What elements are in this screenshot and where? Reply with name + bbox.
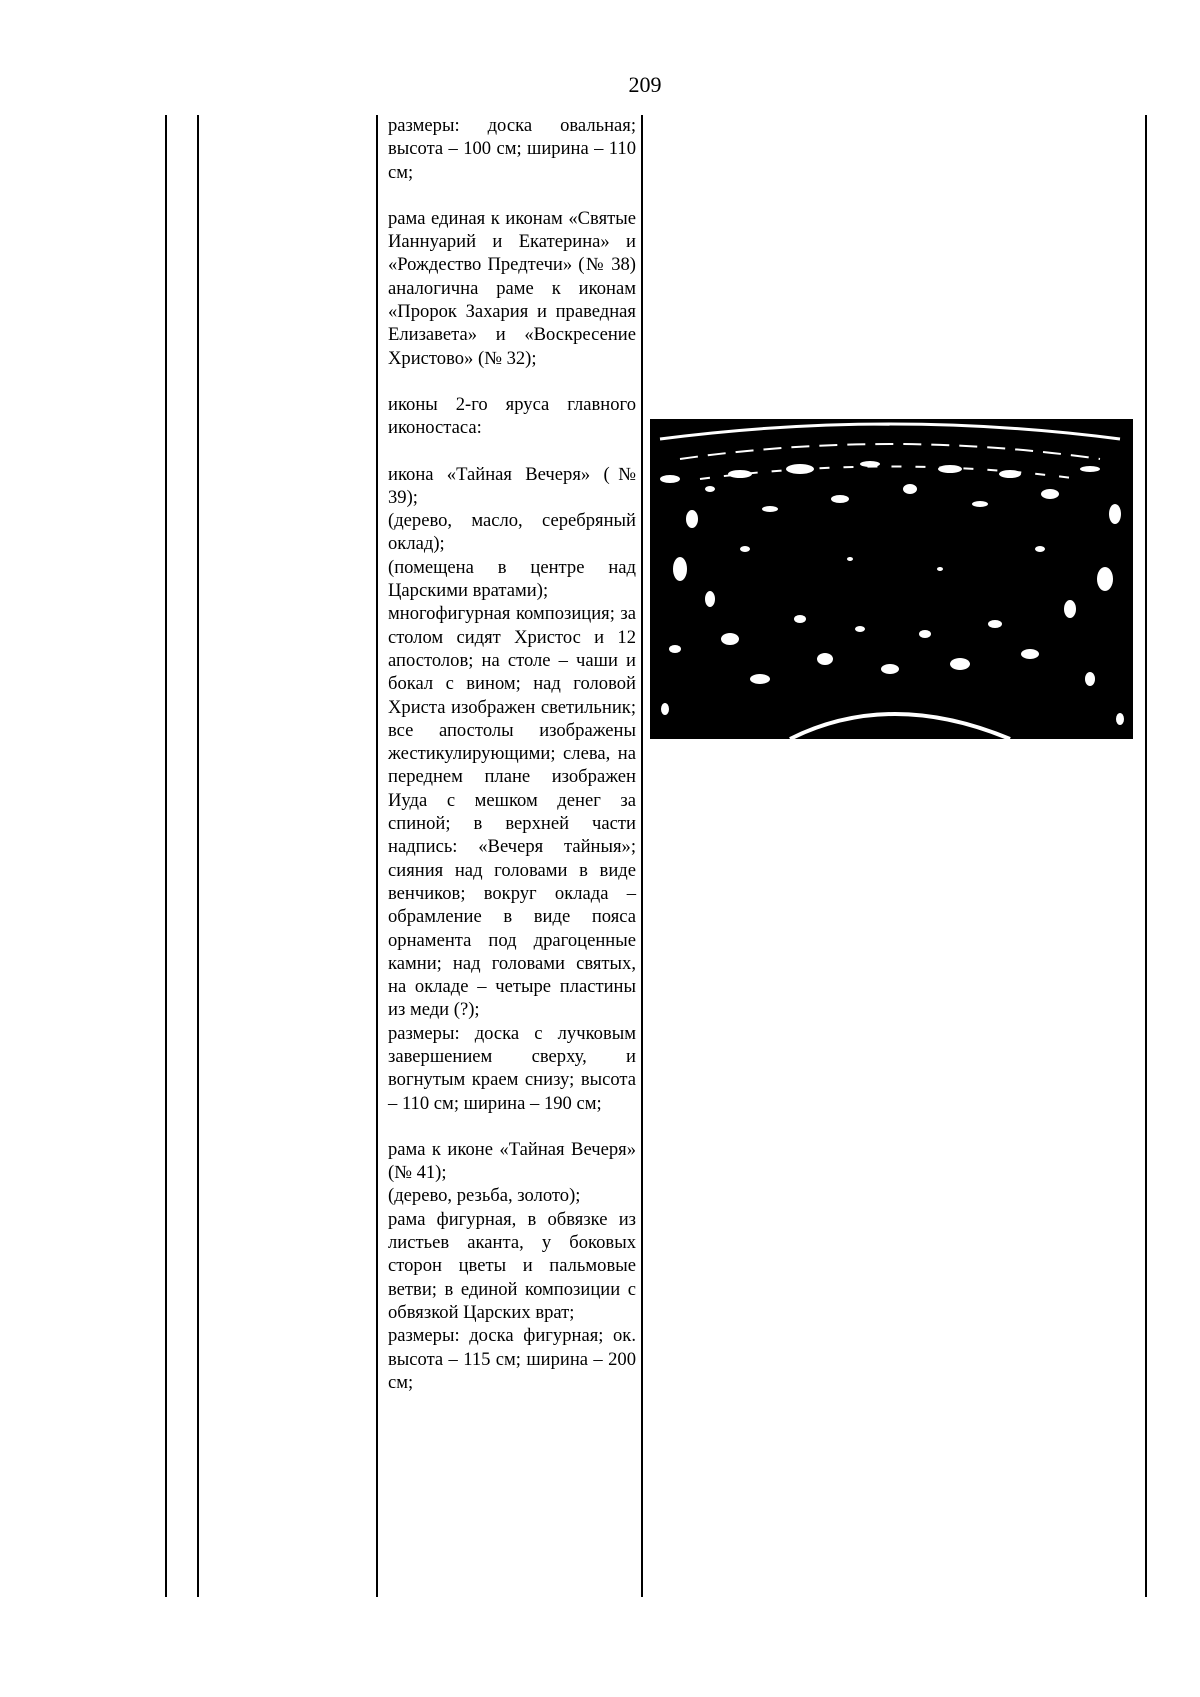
text-block: (дерево, масло, серебряный оклад); xyxy=(388,510,636,555)
text-block: (дерево, резьба, золото); xyxy=(388,1185,581,1207)
paragraph-frame-common xyxy=(388,207,636,370)
page-number: 209 xyxy=(628,72,662,97)
text-block: иконы 2-го яруса главного иконостаса: xyxy=(388,393,636,439)
paragraph-frame-last-supper xyxy=(388,1138,636,1394)
paragraph-size-oval xyxy=(388,114,636,184)
text-block: многофигурная композиция; за столом сидят Христос и 12 апостолов; на столе – чаши и бокал с вином; над головой Христа изображен светильник; все апостолы изображены жестикулирующими; слева, на переднем плане изображен Иуда с мешком денег за спиной; в верхней части надпись: «Вечеря тайныя»; сияния над головами в виде венчиков; вокруг оклада – обрамление в виде пояса орнамента под драгоценные камни; над головами святых, на окладе – четыре пластины из меди (?); xyxy=(388,603,636,1021)
table-border-col2 xyxy=(376,115,378,1597)
text-block: размеры: доска с лучковым завершением сверху, и вогнутым краем снизу; высота – 110 см; ширина – 190 см; xyxy=(388,1022,636,1114)
text-block: размеры: доска овальная; высота – 100 см; ширина – 110 см; xyxy=(388,115,636,183)
text-block: рама к иконе «Тайная Вечеря» (№ 41); xyxy=(388,1138,636,1184)
description-column xyxy=(388,114,636,1417)
text-block: рама единая к иконам «Святые Ианнуарий и Екатерина» и «Рождество Предтечи» (№ 38) аналогична раме к иконам «Пророк Захария и праведная Елизавета» и «Воскресение Христово» (№ 32); xyxy=(388,207,636,369)
table-border-right xyxy=(1145,115,1147,1597)
text-block: рама фигурная, в обвязке из листьев аканта, у боковых сторон цветы и пальмовые ветви; в единой композиции с обвязкой Царских врат; xyxy=(388,1208,636,1323)
paragraph-icon-last-supper xyxy=(388,463,636,1115)
table-border-col3 xyxy=(641,115,643,1597)
paragraph-tier-heading xyxy=(388,393,636,440)
table-border-left xyxy=(165,115,167,1597)
icon-photo xyxy=(650,419,1133,739)
text-block: (помещена в центре над Царскими вратами); xyxy=(388,556,636,602)
table-border-col1 xyxy=(197,115,199,1597)
text-block: икона «Тайная Вечеря» (№ 39); xyxy=(388,463,636,508)
text-block: размеры: доска фигурная; ок. высота – 115 см; ширина – 200 см; xyxy=(388,1325,636,1393)
icon-photo-image xyxy=(650,419,1133,739)
